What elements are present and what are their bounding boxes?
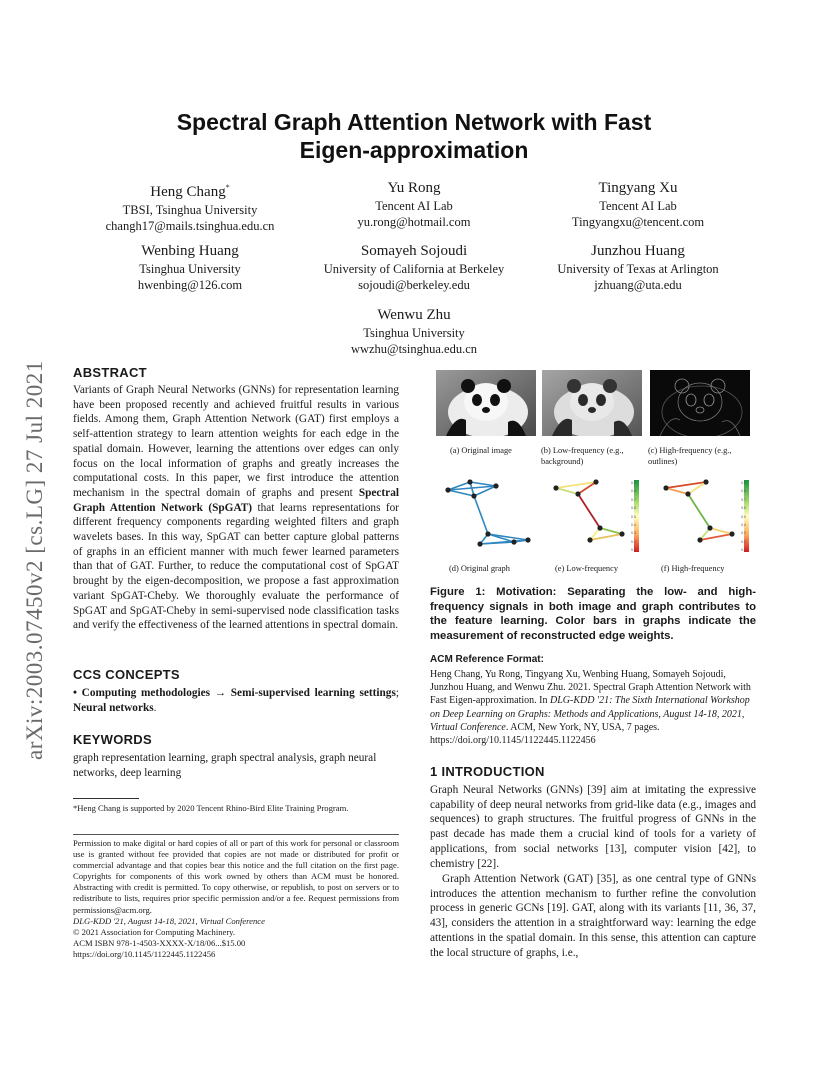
permission-notice: Permission to make digital or hard copies of all or part of this work for personal or classroom use is granted without fee provided that copies are not made or distributed for profit or commercial advantage and that copies bear this notice and the full citation on the first page. Copyrights for components of this work owned by others than ACM must be honored. Abstracting with credit is permitted. To copy otherwise, or republish, to post on servers or to redistribute to lists, requires prior specific permission and/or a fee. Request permissions from permissions@acm.org. [73,838,399,915]
high-frequency-graph [663,479,749,552]
colorbar-ticks-low [631,479,647,555]
abstract-text [73,383,399,633]
figure-caption: Figure 1: Motivation: Separating the low- and high-frequency signals in both image and graph contributes to the feature learning. Color bars in graphs indicate the measurement of reconstructed edge weights. [430,586,756,642]
author-name: Yu Rong [387,180,441,196]
author-email[interactable]: yu.rong@hotmail.com [357,215,471,229]
author-name: Junzhou Huang [591,243,685,259]
author-affil: Tencent AI Lab [375,199,453,213]
acm-ref-venue: DLG-KDD '21: The Sixth International Workshop on Deep Learning on Graphs: Methods and Applications, August 14-18, 2021, Virtual Conference [430,695,750,733]
acm-ref-part: . ACM, New York, NY, USA, 7 pages. https://doi.org/10.1145/1122445.1122456 [430,721,660,747]
author-email[interactable]: Tingyangxu@tencent.com [571,215,705,229]
abstract-text-part: Variants of Graph Neural Networks (GNNs) for representation learning have been proposed recently and achieved fruitful results in various fields. Among them, Graph Attention Network (GAT) first employs a self-attention strategy to learn attention weights for each edge in the spatial domain. However, learning the attentions over edges can only focus on the local information of graphs and greatly increases the computational costs. In this paper, we first introduce the attention mechanism in the spectral domain of graphs and present [73,384,399,499]
figure-graphs [440,478,756,560]
colorbar-tick: 0.1 [631,548,636,553]
footnote: *Heng Chang is supported by 2020 Tencent Rhino-Bird Elite Training Program. [73,803,349,813]
ccs-sep: ; [395,687,399,699]
subcaption-b: (b) Low-frequency (e.g., background) [541,446,624,466]
author-7 [324,305,504,357]
author-affil: University of Texas at Arlington [557,262,719,276]
ccs-heading: CCS CONCEPTS [73,667,180,682]
colorbar-ticks-high [741,479,757,555]
colorbar-tick: 0.3 [741,531,746,536]
ccs-end: . [153,701,157,714]
acm-ref-heading: ACM Reference Format: [430,654,544,665]
author-sup: * [225,183,230,192]
author-affil: Tsinghua University [363,326,465,340]
colorbar-tick: 0.3 [631,531,636,536]
low-frequency-graph [553,479,639,552]
author-5 [304,241,524,293]
intro-heading: 1 INTRODUCTION [430,764,545,779]
colorbar-tick: 0.4 [741,523,746,528]
arxiv-stamp: arXiv:2003.07450v2 [cs.LG] 27 Jul 2021 [22,360,47,760]
keywords-text: graph representation learning, graph spectral analysis, graph neural networks, deep learning [73,752,377,779]
intro-paragraph-1: Graph Neural Networks (GNNs) [39] aim at imitating the expressive capability of deep neural networks from grid-like data (e.g., images and sequences) to graph structures. The fruitful progress of GNNs in the past decade has made them a crucial kind of tools for a variety of applications, from social networks [13], computer vision [42], to chemistry [22]. [430,784,756,870]
abstract-bold-part: Spectral Graph Attention Network (SpGAT) [73,486,399,514]
author-email[interactable]: hwenbing@126.com [137,278,243,292]
permission-rule [73,834,399,835]
panda-original-image [436,370,536,436]
colorbar-tick: 0.9 [631,481,636,485]
author-name: Wenbing Huang [141,243,239,259]
abstract-heading: ABSTRACT [73,365,147,380]
ccs-text [73,686,399,715]
ccs-concept: Neural networks [73,701,154,714]
author-affil: TBSI, Tsinghua University [122,203,258,217]
title-line-1: Spectral Graph Attention Network with Fast [176,109,652,135]
intro-paragraph-2: Graph Attention Network (GAT) [35], as one central type of GNNs introduces the attention mechanism to further refine the convolution process in generic GCNs [19]. GAT, along with its variants [11, 36, 37, 43], considers the attention in a straightforward way: learning the edge attentions in the spatial domain. In this sense, this attention can capture the local structure of graphs, i.e., [430,873,756,959]
author-name: Tingyang Xu [598,180,678,196]
doi-line[interactable]: https://doi.org/10.1145/1122445.1122456 [73,949,216,959]
copyright-line: © 2021 Association for Computing Machinery. [73,927,236,937]
subcaption-f: (f) High-frequency [661,564,725,573]
author-email[interactable]: jzhuang@uta.edu [594,278,682,292]
colorbar-tick: 0.1 [741,548,746,553]
author-affil: University of California at Berkeley [323,262,505,276]
acm-ref-part: Heng Chang, Yu Rong, Tingyang Xu, Wenbing Huang, Somayeh Sojoudi, Junzhou Huang, and Wenwu Zhu. 2021. Spectral Graph Attention Network with Fast Eigen-approximation. In [430,669,751,707]
abstract-text-part: that learns representations for different frequency components regarding weighted filters and graph wavelets bases. In this way, SpGAT can better capture global patterns of graphs in an efficient manner with much fewer learned parameters than that of GAT. Further, to reduce the computational cost of SpGAT brought by the eigen-decomposition, we propose a fast approximation variant SpGAT-Cheby. We thoroughly evaluate the performance of SpGAT and SpGAT-Cheby in semi-supervised node classification tasks and verify the effectiveness of the learned attentions in spectral domain. [73,501,400,632]
author-name: Wenwu Zhu [377,307,451,323]
figure-panda-images [436,370,756,436]
original-graph [445,479,530,546]
colorbar-tick: 0.2 [631,539,636,544]
title-line-2: Eigen-approximation [299,137,529,163]
keywords-heading: KEYWORDS [73,732,152,747]
acm-ref-text [430,668,756,747]
subcaption-d: (d) Original graph [449,564,510,573]
author-affil: Tencent AI Lab [599,199,677,213]
ccs-concept: • Computing methodologies → Semi-supervised learning settings [73,687,396,699]
author-3 [548,178,728,230]
subcaption-c: (c) High-frequency (e.g., outlines) [648,446,732,466]
colorbar-tick: 0.6 [631,506,636,511]
author-affil: Tsinghua University [139,262,241,276]
colorbar-tick: 0.9 [741,481,746,485]
author-email[interactable]: changh17@mails.tsinghua.edu.cn [105,219,275,233]
author-2 [324,178,504,230]
author-6 [533,241,743,293]
colorbar-tick: 0.7 [741,497,746,502]
colorbar-tick: 0.8 [631,489,636,494]
subcaption-e: (e) Low-frequency [555,564,619,573]
paper-title [100,108,728,164]
colorbar-tick: 0.6 [741,506,746,511]
author-email[interactable]: sojoudi@berkeley.edu [358,278,470,292]
author-4 [100,241,280,293]
colorbar-tick: 0.5 [741,514,746,519]
author-name: Heng Chang [150,184,226,200]
author-email[interactable]: wwzhu@tsinghua.edu.cn [350,342,478,356]
colorbar-tick: 0.5 [631,514,636,519]
colorbar-tick: 0.8 [741,489,746,494]
colorbar-tick: 0.4 [631,523,636,528]
subcaption-a: (a) Original image [450,446,512,455]
colorbar-tick: 0.7 [631,497,636,502]
isbn-line: ACM ISBN 978-1-4503-XXXX-X/18/06...$15.00 [73,938,246,948]
colorbar-tick: 0.2 [741,539,746,544]
panda-high-frequency-image [650,370,750,436]
panda-low-frequency-image [542,370,642,436]
author-1 [100,178,280,234]
conference-line: DLG-KDD '21, August 14-18, 2021, Virtual Conference [73,916,265,926]
footnote-rule [73,798,139,799]
author-name: Somayeh Sojoudi [360,243,468,259]
